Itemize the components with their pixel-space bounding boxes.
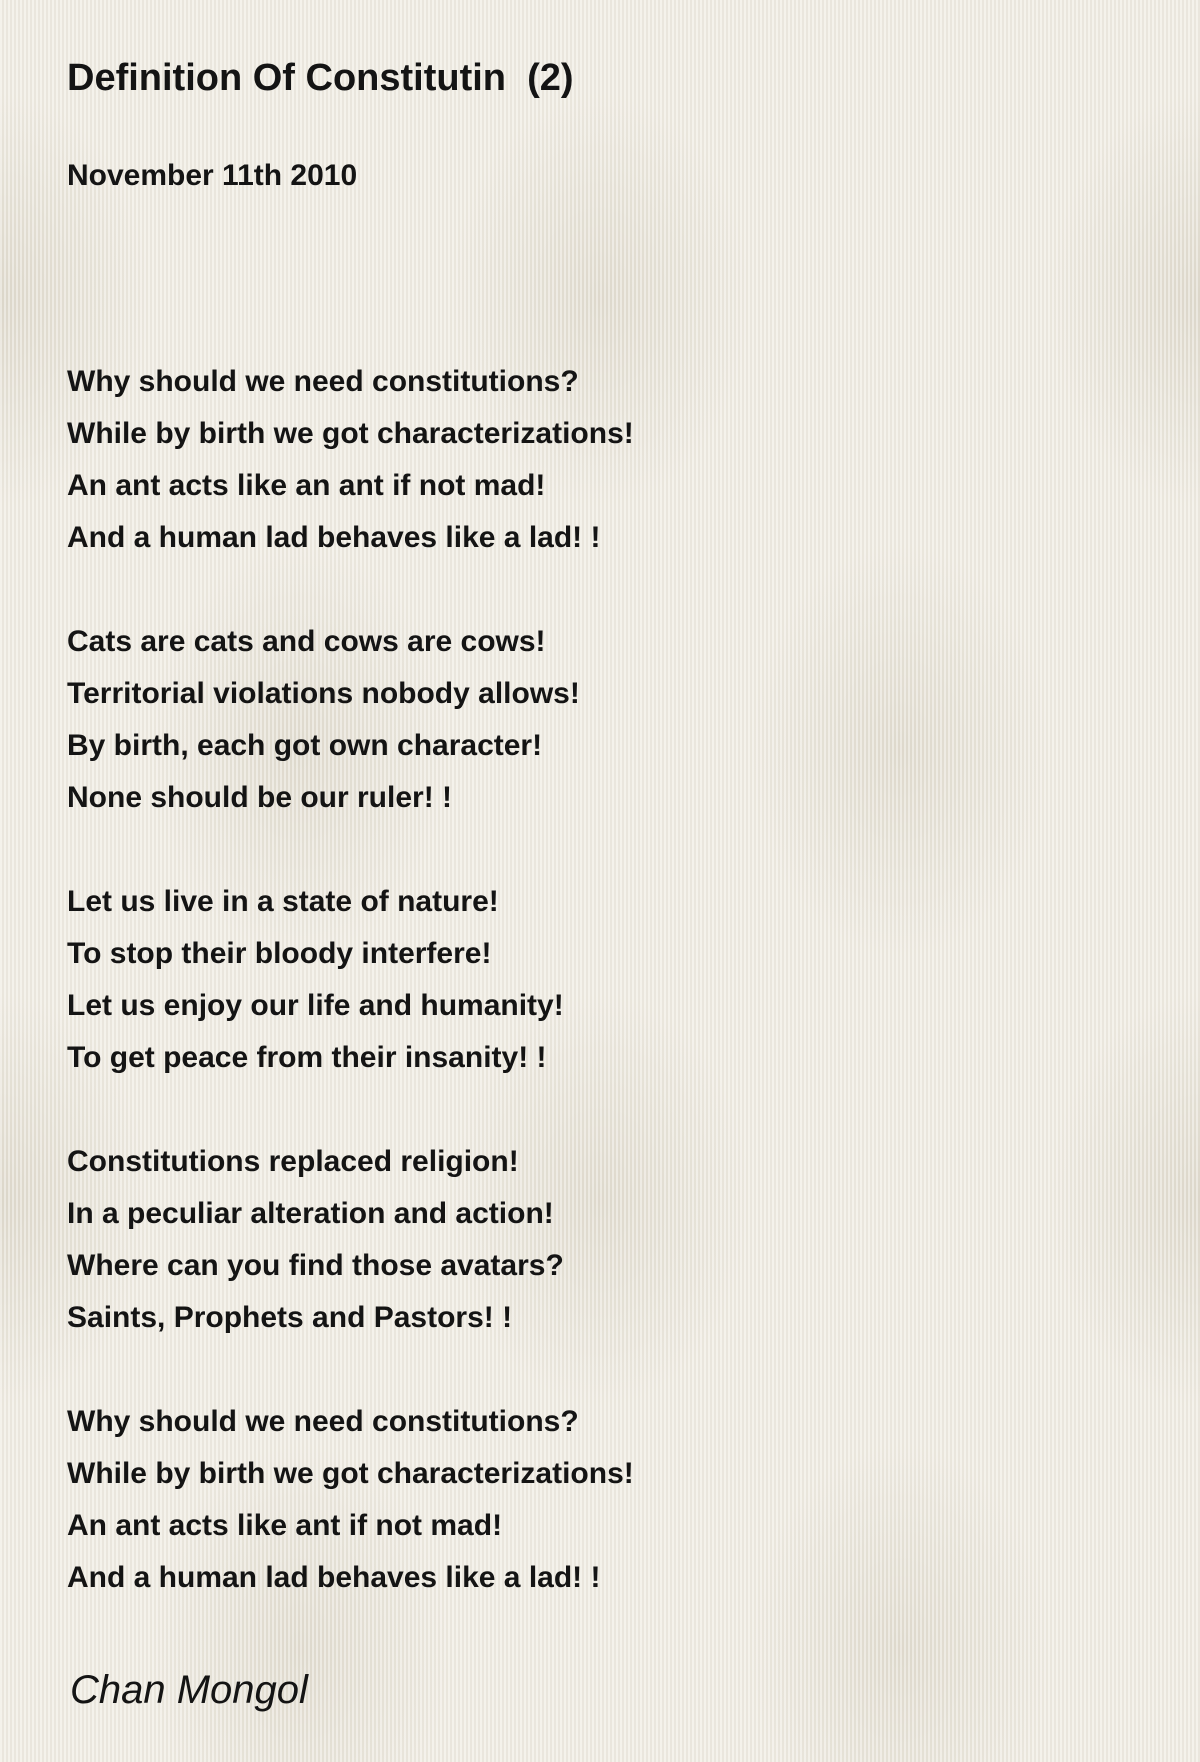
poem-date: November 11th 2010 [67, 159, 358, 192]
poem-line: Let us enjoy our life and humanity! [67, 989, 564, 1022]
poem-line: Saints, Prophets and Pastors! ! [67, 1301, 513, 1334]
poem-line: While by birth we got characterizations! [67, 1457, 634, 1490]
poem-line: An ant acts like an ant if not mad! [67, 469, 546, 502]
poem-line: Where can you find those avatars? [67, 1249, 564, 1282]
poem-line: An ant acts like ant if not mad! [67, 1509, 503, 1542]
poem-line: To get peace from their insanity! ! [67, 1041, 547, 1074]
poem-line: And a human lad behaves like a lad! ! [67, 1561, 601, 1594]
poem-body [67, 362, 634, 1662]
poem-line: None should be our ruler! ! [67, 781, 453, 814]
poem-line: In a peculiar alteration and action! [67, 1197, 554, 1230]
poem-line: Let us live in a state of nature! [67, 885, 499, 918]
poem-title: Definition Of Constitutin (2) [67, 57, 574, 99]
poem-line: Territorial violations nobody allows! [67, 677, 580, 710]
stanza [67, 1142, 634, 1350]
poem-author: Chan Mongol [70, 1668, 308, 1712]
poem-line: To stop their bloody interfere! [67, 937, 492, 970]
poem-line: Cats are cats and cows are cows! [67, 625, 546, 658]
stanza [67, 622, 634, 830]
stanza [67, 882, 634, 1090]
poem-line: While by birth we got characterizations! [67, 417, 634, 450]
poem-line: And a human lad behaves like a lad! ! [67, 521, 601, 554]
poem-line: By birth, each got own character! [67, 729, 543, 762]
stanza [67, 1402, 634, 1610]
poem-line: Why should we need constitutions? [67, 1405, 579, 1438]
poem-line: Constitutions replaced religion! [67, 1145, 519, 1178]
poem-line: Why should we need constitutions? [67, 365, 579, 398]
stanza [67, 362, 634, 570]
